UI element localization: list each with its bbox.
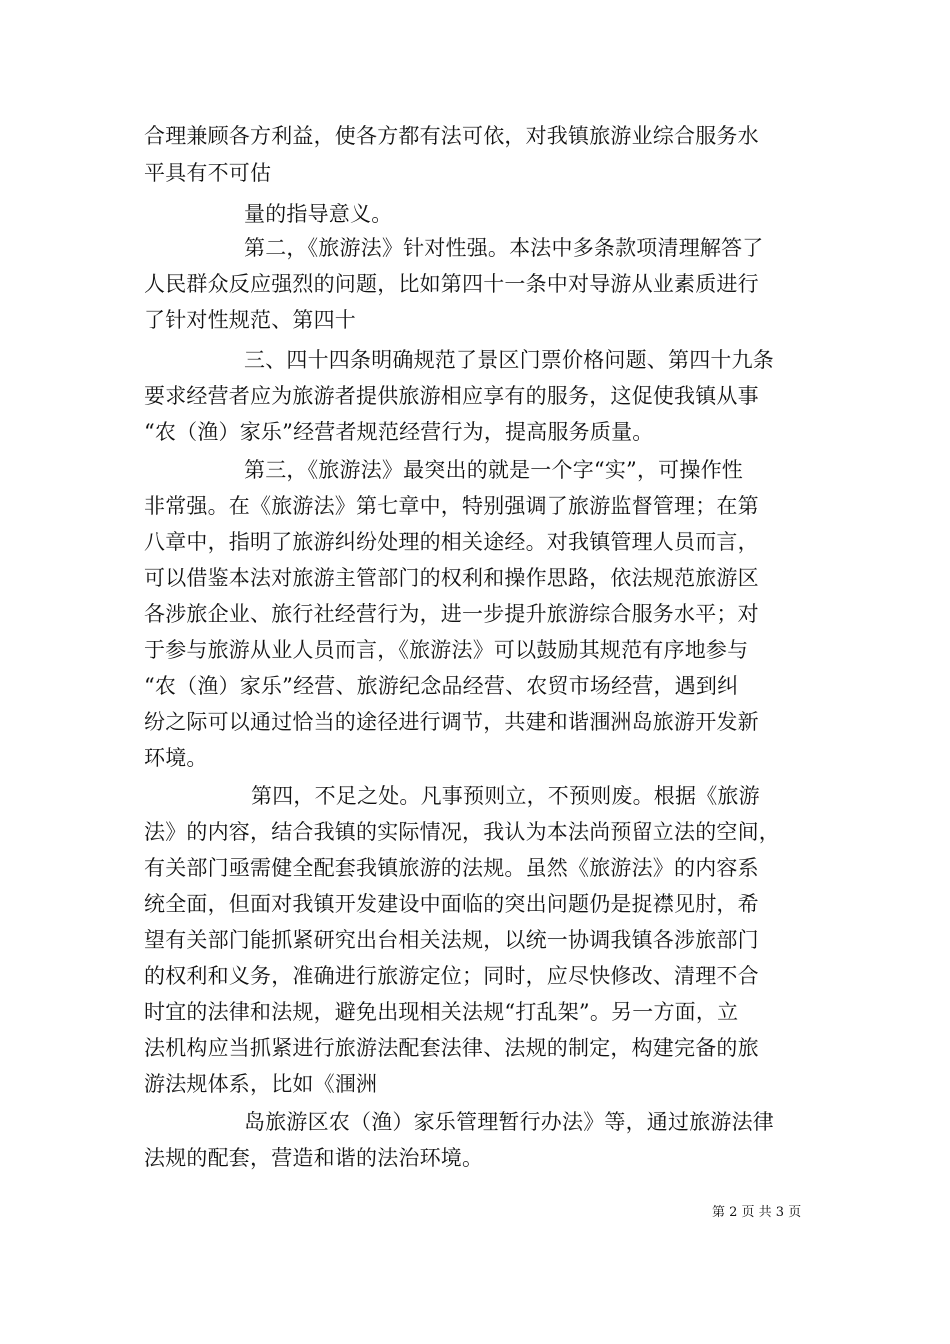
text-line: 第四，不足之处。凡事预则立，不预则废。根据《旅游 bbox=[251, 784, 760, 808]
text-line: “农（渔）家乐”经营、旅游纪念品经营、农贸市场经营，遇到纠 bbox=[144, 674, 739, 698]
text-line: 纷之际可以通过恰当的途径进行调节，共建和谐涠洲岛旅游开发新 bbox=[144, 710, 759, 734]
text-line: 了针对性规范、第四十 bbox=[144, 308, 356, 332]
text-line: 八章中，指明了旅游纠纷处理的相关途经。对我镇管理人员而言， bbox=[144, 530, 759, 554]
page-number: 第 2 页 共 3 页 bbox=[712, 1205, 802, 1220]
text-line: 法规的配套，营造和谐的法治环境。 bbox=[144, 1146, 484, 1170]
text-line: 游法规体系，比如《涠洲 bbox=[144, 1072, 378, 1096]
text-line: 的权利和义务，准确进行旅游定位；同时，应尽快修改、清理不合 bbox=[144, 964, 759, 988]
text-line: 环境。 bbox=[144, 746, 208, 770]
text-line: 非常强。在《旅游法》第七章中，特别强调了旅游监督管理；在第 bbox=[144, 494, 759, 518]
text-line: 望有关部门能抓紧研究出台相关法规，以统一协调我镇各涉旅部门 bbox=[144, 928, 759, 952]
text-line: 各涉旅企业、旅行社经营行为，进一步提升旅游综合服务水平；对 bbox=[144, 602, 759, 626]
text-line: 合理兼顾各方利益，使各方都有法可依，对我镇旅游业综合服务水 bbox=[144, 124, 759, 148]
text-line: 统全面，但面对我镇开发建设中面临的突出问题仍是捉襟见肘，希 bbox=[144, 892, 759, 916]
text-line: 可以借鉴本法对旅游主管部门的权利和操作思路，依法规范旅游区 bbox=[144, 566, 759, 590]
text-line: 时宜的法律和法规，避免出现相关法规“打乱架”。另一方面，立 bbox=[144, 1000, 739, 1024]
text-line: 有关部门亟需健全配套我镇旅游的法规。虽然《旅游法》的内容系 bbox=[144, 856, 759, 880]
text-line: 量的指导意义。 bbox=[244, 202, 393, 226]
text-line: 人民群众反应强烈的问题，比如第四十一条中对导游从业素质进行 bbox=[144, 272, 759, 296]
text-line: 法》的内容，结合我镇的实际情况，我认为本法尚预留立法的空间， bbox=[144, 820, 780, 844]
text-line: 平具有不可估 bbox=[144, 161, 272, 185]
text-line: “农（渔）家乐”经营者规范经营行为，提高服务质量。 bbox=[144, 420, 654, 444]
text-line: 三、四十四条明确规范了景区门票价格问题、第四十九条 bbox=[244, 348, 774, 372]
text-line: 岛旅游区农（渔）家乐管理暂行办法》等，通过旅游法律 bbox=[244, 1110, 774, 1134]
text-line: 要求经营者应为旅游者提供旅游相应享有的服务，这促使我镇从事 bbox=[144, 384, 759, 408]
text-line: 法机构应当抓紧进行旅游法配套法律、法规的制定，构建完备的旅 bbox=[144, 1036, 759, 1060]
text-line: 第三，《旅游法》最突出的就是一个字“实”，可操作性 bbox=[244, 458, 743, 482]
text-line: 于参与旅游从业人员而言，《旅游法》可以鼓励其规范有序地参与 bbox=[144, 638, 749, 662]
text-line: 第二，《旅游法》针对性强。本法中多条款项清理解答了 bbox=[244, 236, 764, 260]
